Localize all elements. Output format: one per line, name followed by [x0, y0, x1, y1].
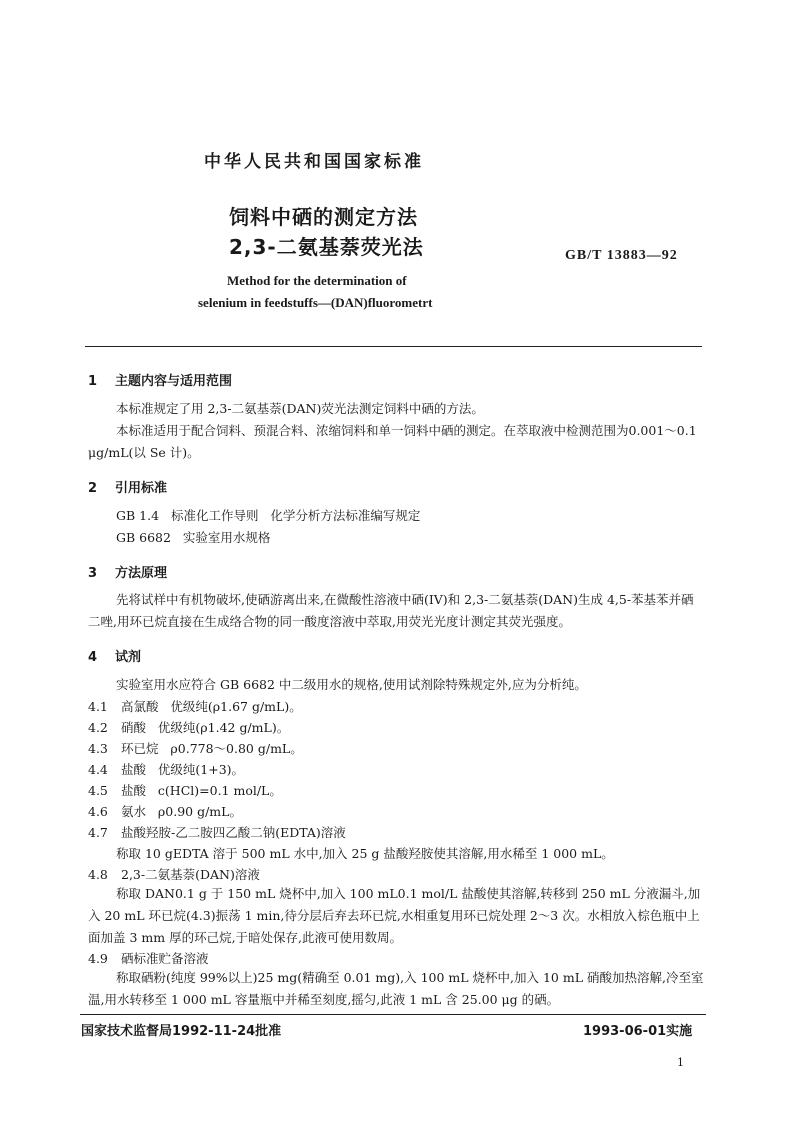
page-number: 1: [677, 1056, 684, 1069]
reagent-4-8-body: 称取 DAN0.1 g 于 150 mL 烧杯中,加入 100 mL0.1 mol/L 盐酸使其溶解,转移到 250 mL 分液漏斗,加入 20 mL 环已烷(4.3)振荡 1 min,待分层后弃去环已烷,水相重复用环已烷处理 2～3 次。水相放入棕色瓶中上面加盖 3 mm 厚的环己烷,于暗处保存,此液可使用数周。: [88, 886, 701, 945]
reagent-number: 4.7: [88, 825, 108, 840]
reagent-number: 4.5: [88, 783, 108, 798]
section-title: 方法原理: [115, 566, 168, 581]
reagent-number: 4.1: [88, 699, 108, 714]
effective-date: 1993-06-01实施: [583, 1024, 693, 1039]
section-number: 2: [88, 481, 98, 496]
section-title: 试剂: [115, 650, 142, 665]
reagent-number: 4.4: [88, 762, 108, 777]
standard-code: GB/T 13883—92: [565, 248, 678, 263]
title-chinese-line2: 2,3-二氨基萘荧光法: [229, 235, 424, 259]
header-divider: [85, 346, 702, 347]
section-4-heading: [88, 646, 141, 665]
reagent-item: [88, 759, 244, 780]
reagent-number: 4.3: [88, 741, 108, 756]
section-number: 4: [88, 650, 98, 665]
reagent-item: [88, 717, 289, 738]
section-title: 主题内容与适用范围: [115, 374, 233, 389]
footer-divider: [80, 1014, 706, 1015]
section-number: 3: [88, 566, 98, 581]
section-1-paragraph-2: 本标准适用于配合饲料、预混合料、浓缩饲料和单一饲料中硒的测定。在萃取液中检测范围为0.001～0.1 μg/mL(以 Se 计)。: [88, 423, 697, 460]
section-4-intro: 实验室用水应符合 GB 6682 中二级用水的规格,使用试剂除特殊规定外,应为分析纯。: [116, 677, 587, 692]
reference-gb-1-4: GB 1.4 标准化工作导则 化学分析方法标准编写规定: [116, 508, 421, 523]
reagent-number: 4.2: [88, 720, 108, 735]
title-chinese-line1: 饲料中硒的测定方法: [229, 205, 418, 229]
english-title-line1: Method for the determination of: [227, 273, 407, 288]
section-2-heading: [88, 477, 167, 496]
reagent-number: 4.8: [88, 867, 108, 882]
section-1-heading: [88, 370, 232, 389]
reagent-text: 盐酸羟胺-乙二胺四乙酸二钠(EDTA)溶液: [121, 825, 346, 840]
reagent-item: [88, 948, 209, 969]
section-title: 引用标准: [115, 481, 168, 496]
reagent-number: 4.6: [88, 804, 108, 819]
approval-date: 国家技术监督局1992-11-24批准: [81, 1024, 282, 1039]
reference-gb-6682: GB 6682 实验室用水规格: [116, 530, 271, 545]
reagent-text: 氨水 ρ0.90 g/mL。: [121, 804, 242, 819]
reagent-text: 高氯酸 优级纯(ρ1.67 g/mL)。: [121, 699, 302, 714]
reagent-number: 4.9: [88, 951, 108, 966]
section-3-paragraph: 先将试样中有机物破坏,使硒游离出来,在微酸性溶液中硒(IV)和 2,3-二氨基萘(DAN)生成 4,5-苯基苯并硒二唑,用环已烷直接在生成络合物的同一酸度溶液中萃取,用荧光光度计测定其荧光强度。: [88, 592, 694, 629]
reagent-text: 盐酸 c(HCl)=0.1 mol/L。: [121, 783, 282, 798]
reagent-item: [88, 822, 346, 843]
reagent-text: 2,3-二氨基萘(DAN)溶液: [121, 867, 260, 882]
reagent-item: [88, 738, 303, 759]
section-1-paragraph-1: 本标准规定了用 2,3-二氨基萘(DAN)荧光法测定饲料中硒的方法。: [116, 401, 484, 416]
reagent-text: 盐酸 优级纯(1+3)。: [121, 762, 245, 777]
reagent-item: [88, 696, 302, 717]
section-number: 1: [88, 374, 98, 389]
national-standard-header: 中华人民共和国国家标准: [204, 152, 424, 172]
english-title-line2: selenium in feedstuffs—(DAN)fluorometrt: [198, 295, 433, 310]
reagent-text: 硝酸 优级纯(ρ1.42 g/mL)。: [121, 720, 290, 735]
reagent-4-7-body: 称取 10 gEDTA 溶于 500 mL 水中,加入 25 g 盐酸羟胺使其溶解,用水稀至 1 000 mL。: [116, 846, 614, 861]
reagent-text: 环已烷 ρ0.778～0.80 g/mL。: [121, 741, 303, 756]
reagent-4-9-body: 称取硒粉(纯度 99%以上)25 mg(精确至 0.01 mg),入 100 mL 烧杯中,加入 10 mL 硝酸加热溶解,冷至室温,用水转移至 1 000 mL 容量瓶中并稀至刻度,摇匀,此液 1 mL 含 25.00 μg 的硒。: [88, 970, 704, 1007]
reagent-item: [88, 780, 282, 801]
reagent-text: 硒标准贮备溶液: [121, 951, 209, 966]
reagent-item: [88, 864, 260, 885]
reagent-item: [88, 801, 242, 822]
section-3-heading: [88, 562, 167, 581]
